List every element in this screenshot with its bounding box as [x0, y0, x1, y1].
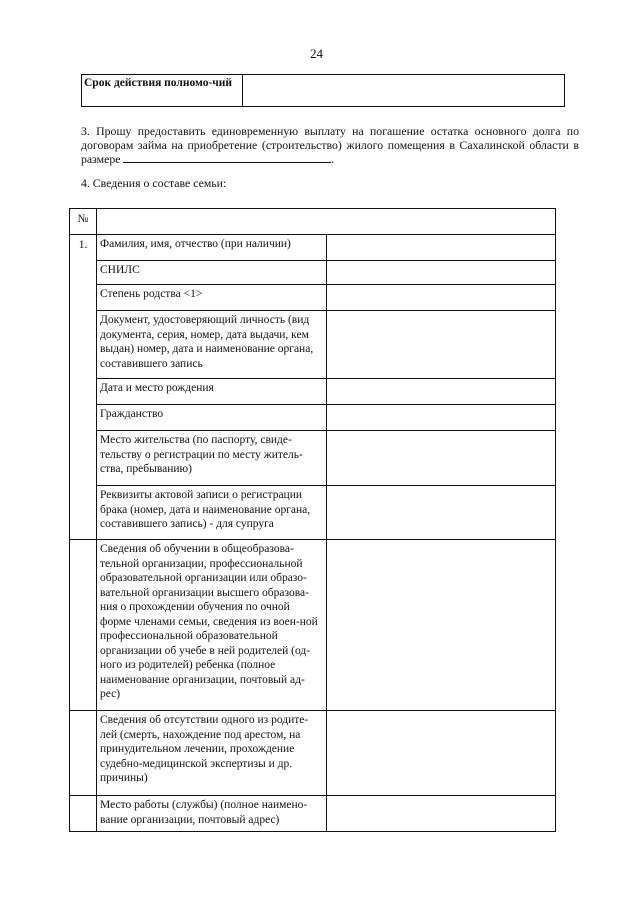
value-marriage-record[interactable]: [326, 486, 556, 540]
value-workplace[interactable]: [326, 796, 556, 832]
value-parent-absence[interactable]: [326, 711, 556, 796]
table-header-row: [70, 209, 556, 235]
table-row: [70, 405, 556, 431]
payment-request-end: .: [331, 152, 335, 166]
payment-request-text: 3. Прошу предоставить единовременную выплату на погашение остатка основного долга по договорам займа на приобретение (строительство) жилого помещения в Сахалинской области в размере: [81, 124, 579, 166]
value-citizenship[interactable]: [326, 405, 556, 431]
table-row: [70, 486, 556, 540]
row-number-blank: [70, 711, 97, 796]
field-full-name: Фамилия, имя, отчество (при наличии): [97, 235, 327, 261]
family-composition-table: [69, 208, 556, 832]
field-marriage-record: Реквизиты актовой записи о регистрации брака (номер, дата и наименование органа, составившего запись) - для супруга: [97, 486, 327, 540]
field-identity-document: Документ, удостоверяющий личность (вид документа, серия, номер, дата выдачи, кем выдан) номер, дата и наименование органа, составившего запись: [97, 311, 327, 379]
page-number: 24: [310, 46, 323, 61]
payment-request-paragraph: [81, 124, 579, 166]
table-row: [70, 796, 556, 832]
table-row: [70, 311, 556, 379]
family-section-title: 4. Сведения о составе семьи:: [81, 176, 227, 190]
value-identity-document[interactable]: [326, 311, 556, 379]
table-row: [70, 285, 556, 311]
field-snils: СНИЛС: [97, 261, 327, 285]
value-education-info[interactable]: [326, 540, 556, 711]
table-row: [70, 431, 556, 486]
term-of-authority-label: Срок действия полномо-чий: [82, 75, 243, 107]
term-of-authority-value[interactable]: [243, 75, 565, 107]
header-blank-cell: [97, 209, 556, 235]
field-birth-date-place: Дата и место рождения: [97, 379, 327, 405]
field-parent-absence: Сведения об отсутствии одного из родите-лей (смерть, нахождение под арестом, на принудительном лечении, прохождение судебно-медицинской экспертизы и др. причины): [97, 711, 327, 796]
table-row: [70, 379, 556, 405]
amount-blank-field[interactable]: [123, 152, 331, 163]
field-residence: Место жительства (по паспорту, свиде-тельству о регистрации по месту житель-ства, пребыванию): [97, 431, 327, 486]
value-birth-date-place[interactable]: [326, 379, 556, 405]
field-relationship-degree: Степень родства <1>: [97, 285, 327, 311]
row-number-blank: [70, 540, 97, 711]
value-relationship-degree[interactable]: [326, 285, 556, 311]
table-row: [70, 235, 556, 261]
field-workplace: Место работы (службы) (полное наимено-вание организации, почтовый адрес): [97, 796, 327, 832]
table-row: [70, 540, 556, 711]
field-education-info: Сведения об обучении в общеобразова-тельной организации, профессиональной образовательной организации или образо-вательной организации высшего образова-ния о прохождении обучения по очной форме членами семьи, сведения из воен-ной профессиональной образовательной организации об учебе в ней родителей (од-ного из родителей) ребенка (полное наименование организации, почтовый ад-рес): [97, 540, 327, 711]
value-snils[interactable]: [326, 261, 556, 285]
table-row: [70, 261, 556, 285]
field-citizenship: Гражданство: [97, 405, 327, 431]
term-of-authority-table: [81, 74, 565, 107]
value-full-name[interactable]: [326, 235, 556, 261]
row-number-cell: 1.: [70, 235, 97, 540]
number-header: №: [70, 209, 97, 235]
value-residence[interactable]: [326, 431, 556, 486]
table-row: [70, 711, 556, 796]
row-number-blank: [70, 796, 97, 832]
